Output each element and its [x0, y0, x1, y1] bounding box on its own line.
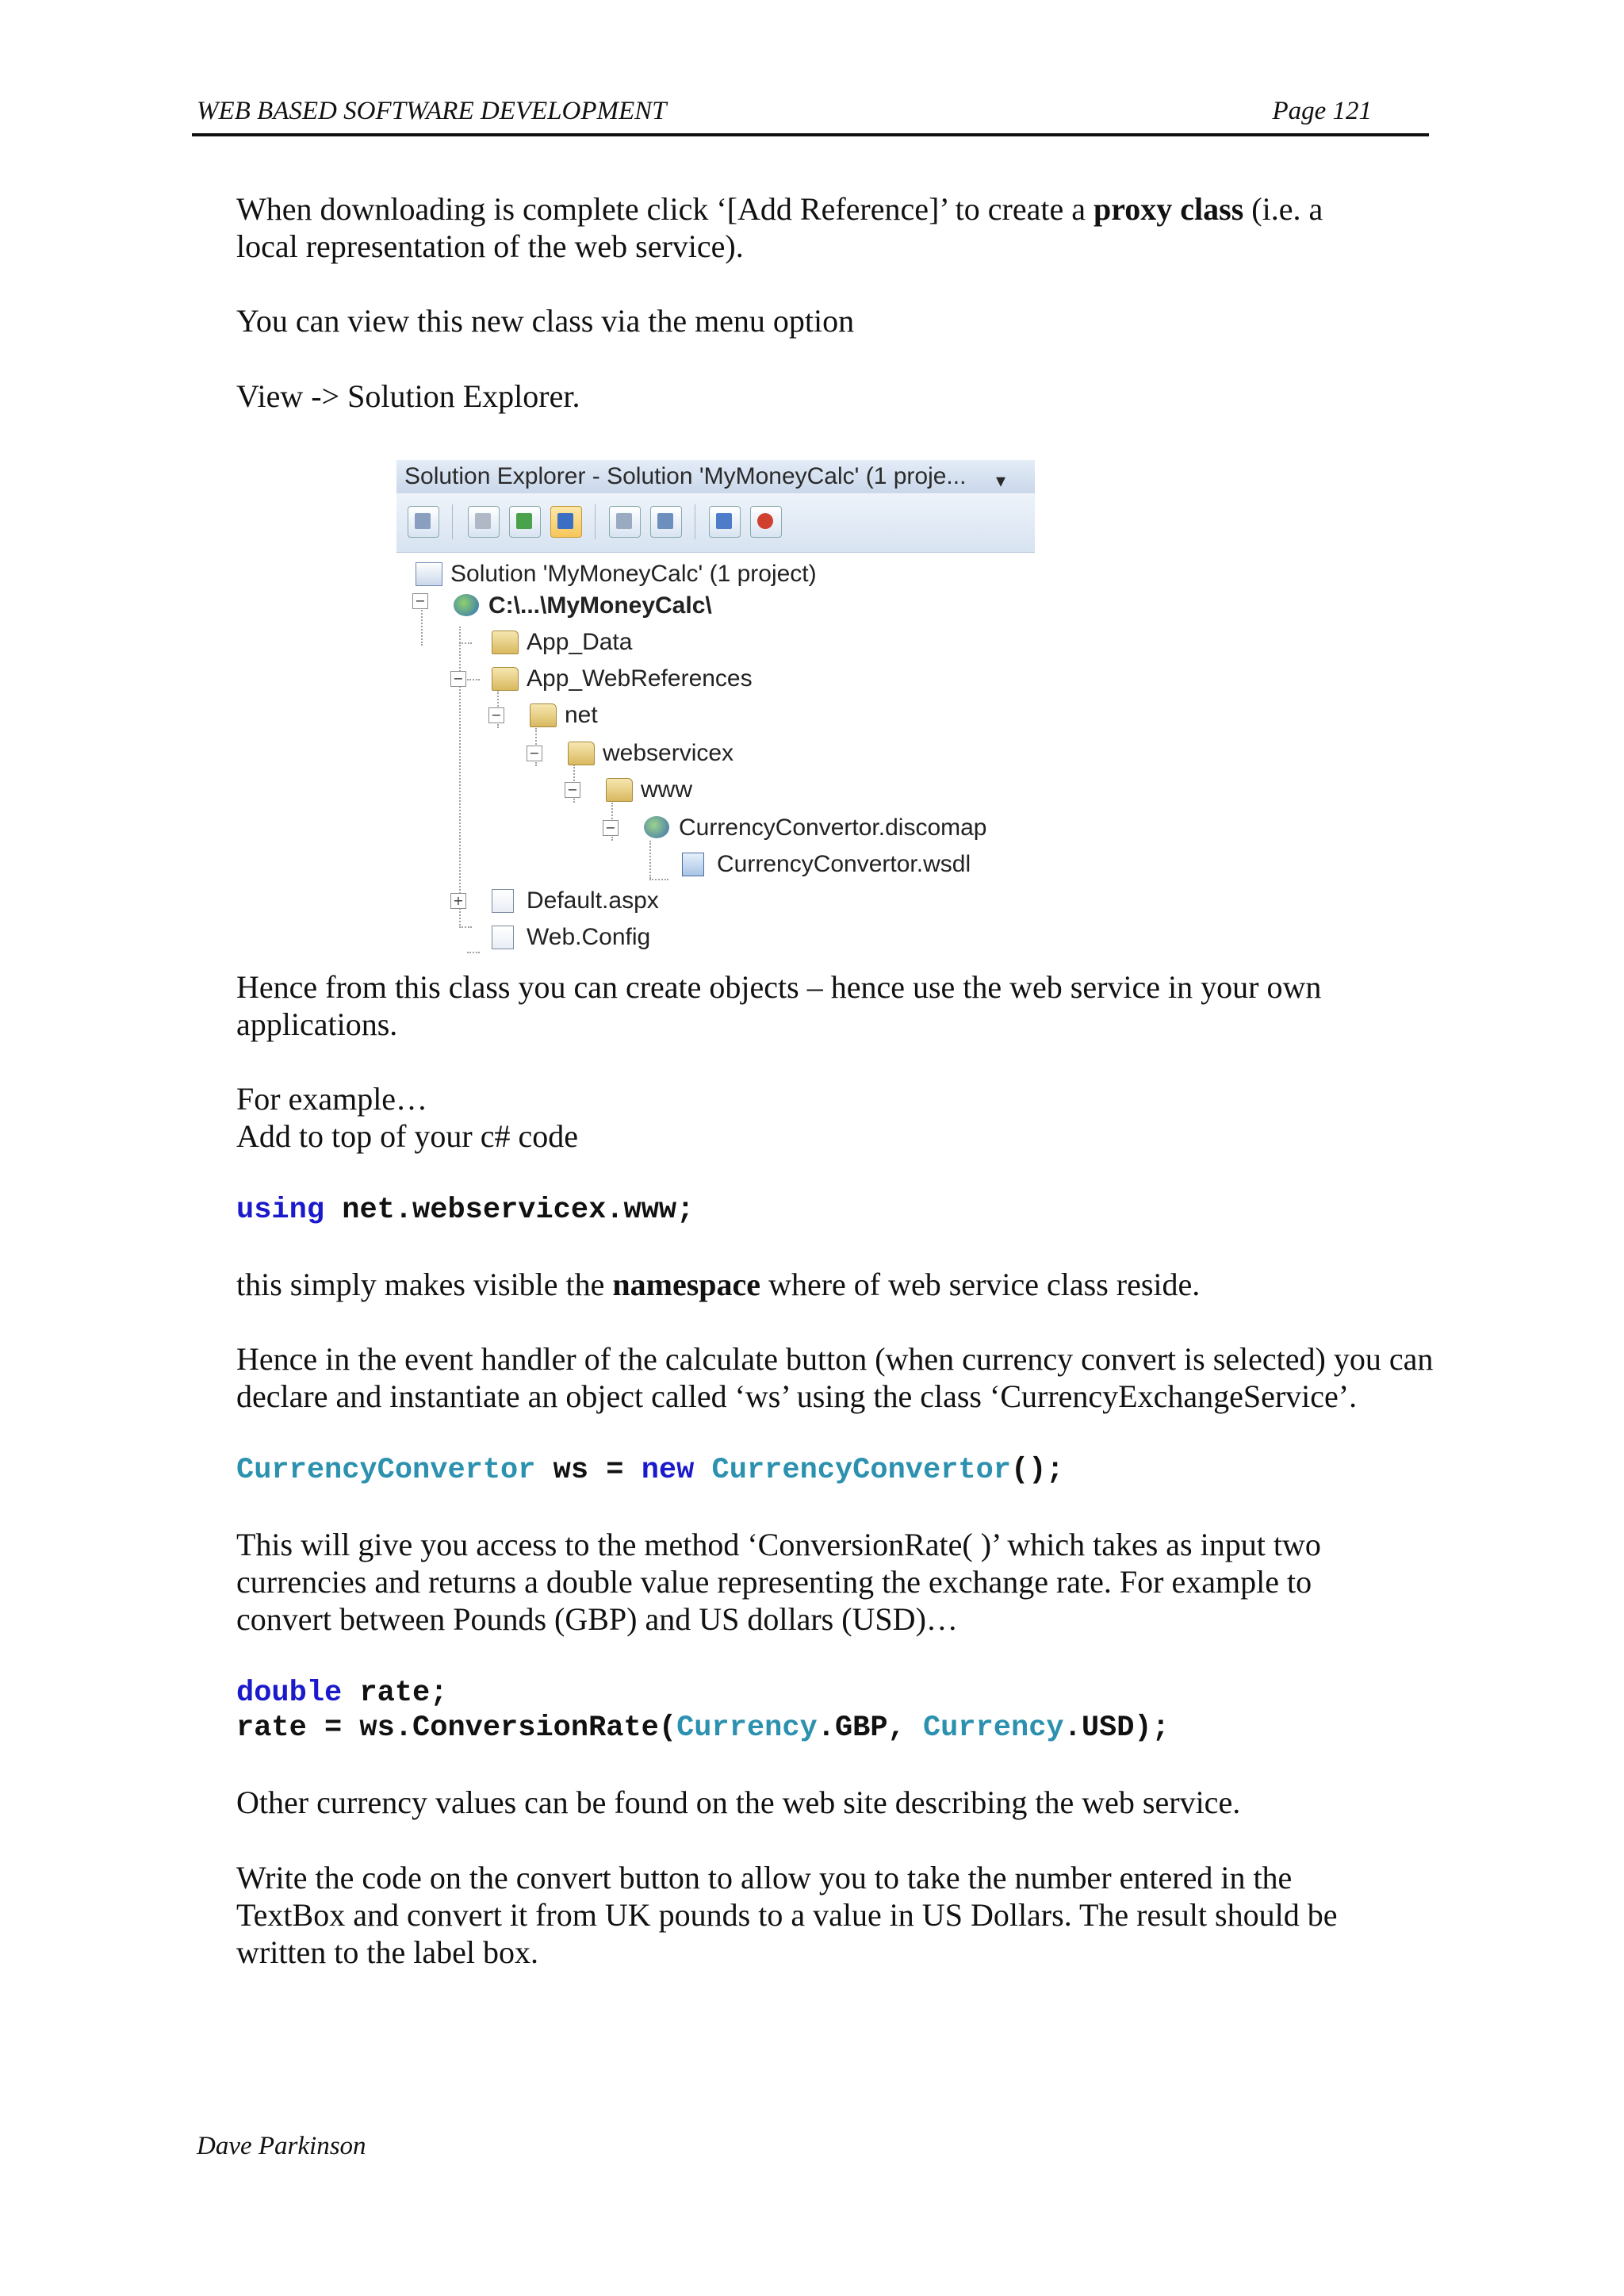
- paragraph-namespace: this simply makes visible the namespace where of web service class reside.: [236, 1267, 1201, 1302]
- paragraph-add-to-top: Add to top of your c# code: [236, 1118, 579, 1154]
- collapse-icon[interactable]: −: [527, 746, 542, 761]
- page-footer-author: Dave Parkinson: [197, 2132, 366, 2160]
- collapse-icon[interactable]: −: [603, 820, 619, 836]
- paragraph-for-example: For example…: [236, 1081, 428, 1117]
- collapse-icon[interactable]: −: [488, 707, 504, 723]
- namespace-term: namespace: [612, 1267, 761, 1302]
- paragraph-view-class: You can view this new class via the menu option: [236, 303, 855, 339]
- aspx-page-icon: [492, 889, 514, 913]
- open-folder-icon: [492, 667, 519, 691]
- code-rate-assignment: rate = ws.ConversionRate(Currency.GBP, Currency.USD);: [236, 1711, 1170, 1745]
- toolbar-separator: [595, 504, 596, 539]
- paragraph-conversion-rate: This will give you access to the method ‘ConversionRate( )’ which takes as input two currencies and returns a double value representing the exchange rate. For example to convert between Pounds (GBP) and US dollars (USD)…: [236, 1527, 1321, 1637]
- tree-line: [467, 679, 480, 680]
- document-title: WEB BASED SOFTWARE DEVELOPMENT: [197, 97, 667, 125]
- collapse-icon[interactable]: −: [450, 671, 466, 687]
- toolbar-separator: [452, 504, 453, 539]
- open-folder-icon: [568, 742, 595, 765]
- paragraph-event-handler: Hence in the event handler of the calculate button (when currency convert is selected) you can declare and instantiate an object called ‘ws’ using the class ‘CurrencyExchangeService’.: [236, 1341, 1434, 1414]
- solution-explorer-title: Solution Explorer - Solution 'MyMoneyCalc' (1 proje...: [404, 463, 967, 489]
- collapse-icon[interactable]: −: [412, 593, 428, 609]
- show-all-files-icon[interactable]: [468, 506, 500, 538]
- page-header: [192, 94, 1429, 136]
- copy-website-icon[interactable]: [709, 506, 741, 538]
- tree-line: [421, 608, 423, 646]
- solution-explorer-toolbar: [396, 493, 1035, 553]
- website-project-icon: [454, 594, 479, 616]
- chevron-down-icon[interactable]: ▾: [996, 470, 1006, 492]
- tree-line: [649, 841, 651, 879]
- asp-net-configuration-icon[interactable]: [750, 506, 782, 538]
- proxy-class-term: proxy class: [1094, 191, 1244, 227]
- code-rate-declaration: double rate;: [236, 1677, 448, 1710]
- code-using-statement: using net.webservicex.www;: [236, 1194, 695, 1227]
- view-designer-icon[interactable]: [650, 506, 682, 538]
- tree-line: [467, 952, 480, 953]
- expand-icon[interactable]: +: [450, 893, 466, 909]
- collapse-icon[interactable]: −: [565, 782, 580, 798]
- page-content: [236, 190, 1442, 1971]
- wsdl-file-icon: [682, 853, 704, 876]
- code-instantiate: CurrencyConvertor ws = new CurrencyConvertor();: [236, 1454, 1064, 1487]
- paragraph-exercise: Write the code on the convert button to allow you to take the number entered in the TextBox and convert it from UK pounds to a value in US Dollars. The result should be written to the label box.: [236, 1860, 1338, 1970]
- paragraph-create-objects: Hence from this class you can create objects – hence use the web service in your own applications.: [236, 969, 1322, 1042]
- solution-explorer-screenshot: Solution Explorer - Solution 'MyMoneyCalc' (1 proje... ▾ Solution 'MyMoneyCalc' (1 project) − C:\...\MyMoneyCalc\ App_Data − App_WebReferences − net − webservicex − www − CurrencyConvertor.discomap CurrencyConvertor.wsdl + Default.aspx Web.Config: [396, 460, 1035, 961]
- paragraph-menu-path: View -> Solution Explorer.: [236, 378, 580, 414]
- open-folder-icon: [530, 703, 557, 727]
- solution-explorer-titlebar: [396, 460, 1035, 493]
- view-code-icon[interactable]: [609, 506, 641, 538]
- open-folder-icon: [606, 778, 633, 802]
- paragraph-other-currencies: Other currency values can be found on the web site describing the web service.: [236, 1784, 1241, 1820]
- tree-line: [649, 879, 668, 880]
- tree-line: [459, 642, 472, 644]
- keyword-using: using: [236, 1194, 325, 1227]
- folder-icon: [492, 631, 519, 654]
- paragraph-add-reference: When downloading is complete click ‘[Add Reference]’ to create a proxy class (i.e. a local representation of the web service).: [236, 191, 1323, 264]
- discomap-icon: [644, 816, 669, 838]
- nest-related-files-icon[interactable]: [550, 506, 582, 538]
- config-file-icon: [492, 926, 514, 949]
- solution-icon: [416, 562, 442, 586]
- tree-line: [459, 926, 472, 928]
- page-number: Page 121: [1272, 97, 1372, 125]
- refresh-icon[interactable]: [509, 506, 541, 538]
- properties-icon[interactable]: [408, 506, 439, 538]
